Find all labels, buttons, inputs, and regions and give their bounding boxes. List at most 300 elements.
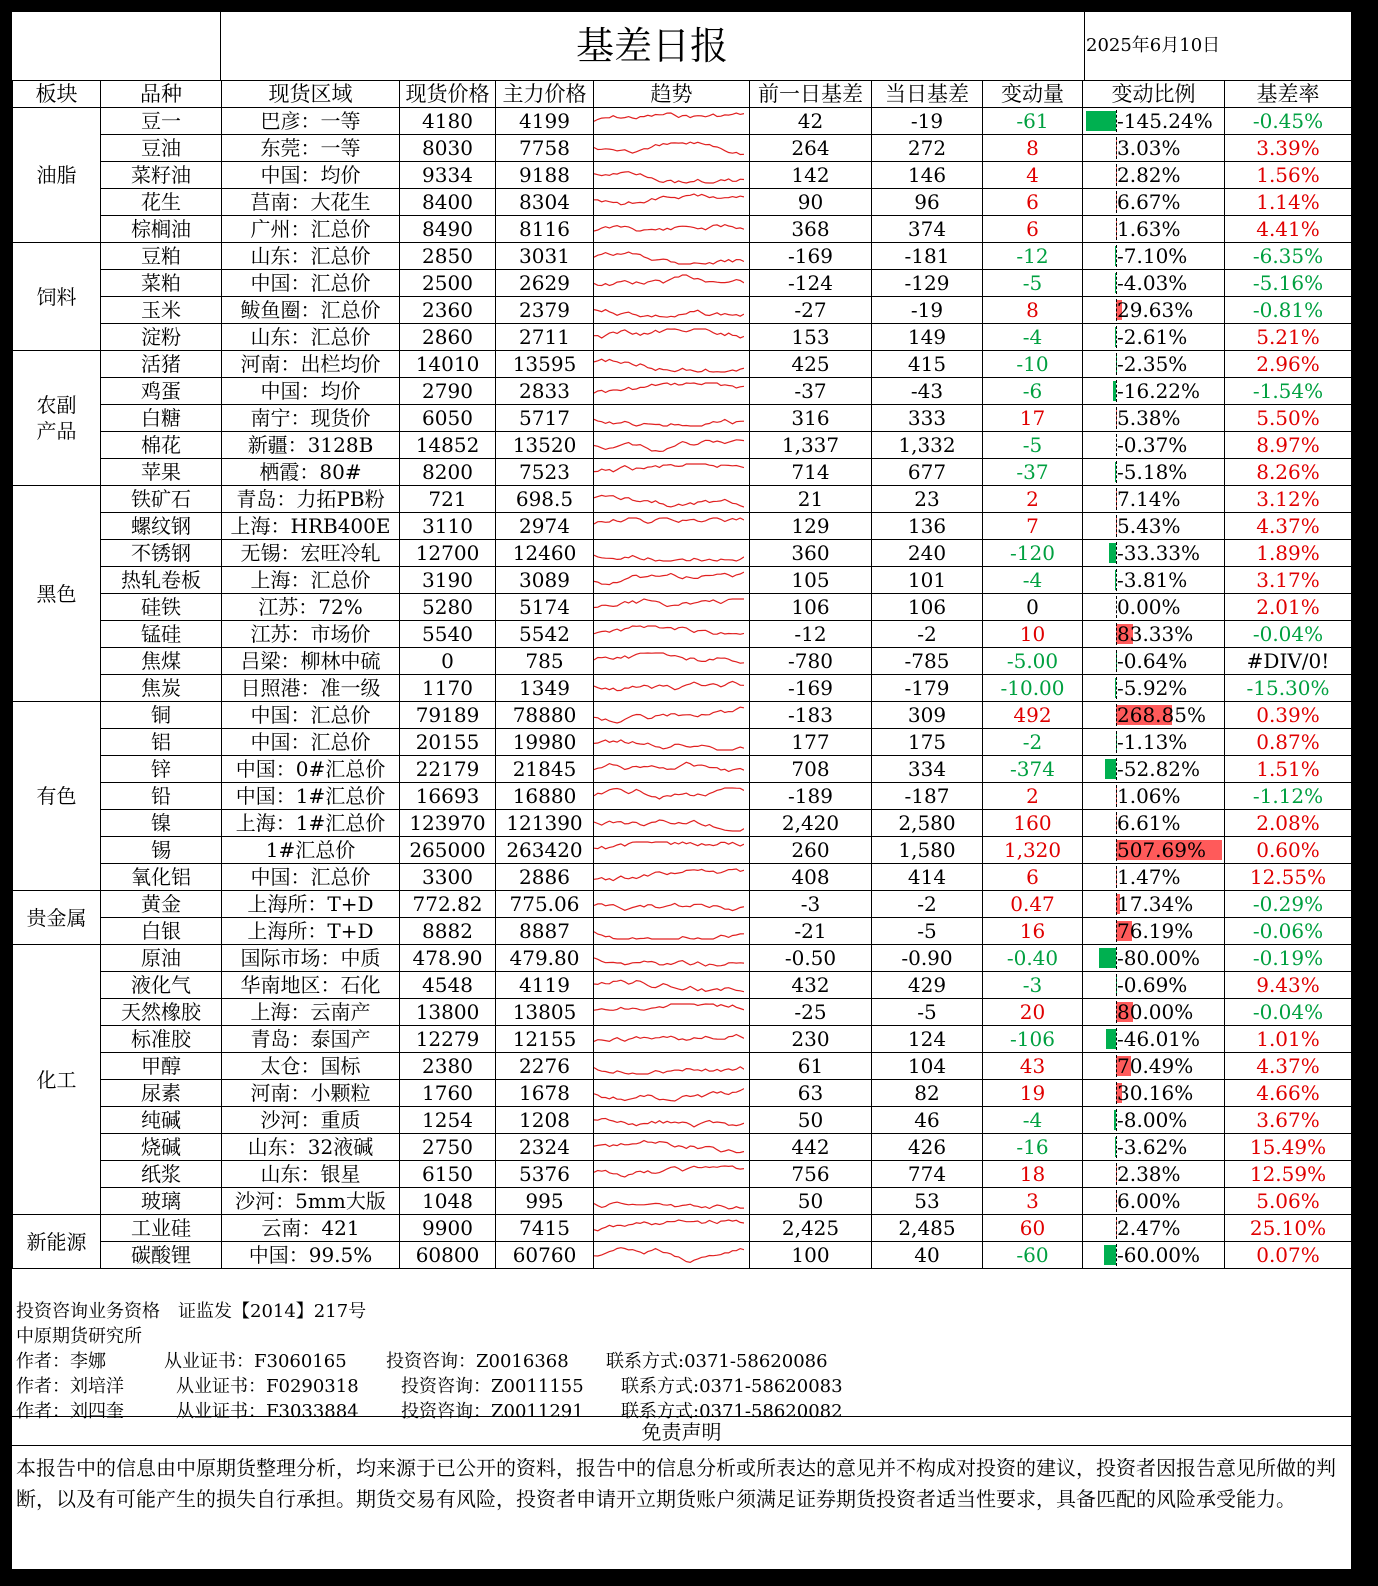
region-cell: 河南：出栏均价 — [222, 351, 400, 378]
main-price-cell: 3089 — [496, 567, 594, 594]
table-row — [13, 270, 1352, 297]
ratio-cell — [1083, 405, 1225, 432]
trend-sparkline — [594, 299, 744, 321]
spot-price-cell: 14010 — [400, 351, 496, 378]
change-cell: 43 — [983, 1053, 1083, 1080]
trend-cell — [594, 513, 750, 540]
trend-cell — [594, 351, 750, 378]
prev-basis-cell: 756 — [750, 1161, 872, 1188]
curr-basis-cell: 104 — [872, 1053, 983, 1080]
ratio-text: -0.64% — [1117, 649, 1188, 673]
table-row — [13, 378, 1352, 405]
ratio-cell — [1083, 324, 1225, 351]
region-cell: 无锡：宏旺冷轧 — [222, 540, 400, 567]
ratio-cell — [1083, 540, 1225, 567]
ratio-cell — [1083, 1161, 1225, 1188]
trend-cell — [594, 540, 750, 567]
author-contact: 联系方式:0371-58620083 — [621, 1376, 843, 1397]
table-row — [13, 108, 1352, 135]
spot-price-cell: 2790 — [400, 378, 496, 405]
ratio-text: 1.47% — [1117, 865, 1181, 889]
change-cell: 0.47 — [983, 891, 1083, 918]
spot-price-cell: 5540 — [400, 621, 496, 648]
category-cell: 油脂 — [13, 108, 101, 243]
spot-price-cell: 9900 — [400, 1215, 496, 1242]
prev-basis-cell: 21 — [750, 486, 872, 513]
main-price-cell: 5174 — [496, 594, 594, 621]
trend-cell — [594, 270, 750, 297]
main-price-cell: 8887 — [496, 918, 594, 945]
ratio-text: 1.06% — [1117, 784, 1181, 808]
basis-rate-cell: 3.12% — [1225, 486, 1352, 513]
prev-basis-cell: 368 — [750, 216, 872, 243]
region-cell: 东莞：一等 — [222, 135, 400, 162]
trend-cell — [594, 999, 750, 1026]
curr-basis-cell: 415 — [872, 351, 983, 378]
spot-price-cell: 79189 — [400, 702, 496, 729]
trend-cell — [594, 459, 750, 486]
trend-sparkline — [594, 218, 744, 240]
spot-price-cell: 9334 — [400, 162, 496, 189]
prev-basis-cell: -37 — [750, 378, 872, 405]
prev-basis-cell: 142 — [750, 162, 872, 189]
curr-basis-cell: 414 — [872, 864, 983, 891]
ratio-cell — [1083, 756, 1225, 783]
prev-basis-cell: 1,337 — [750, 432, 872, 459]
prev-basis-cell: 708 — [750, 756, 872, 783]
main-price-cell: 2833 — [496, 378, 594, 405]
region-cell: 江苏：72% — [222, 594, 400, 621]
header-cell: 变动比例 — [1083, 81, 1225, 108]
ratio-cell — [1083, 513, 1225, 540]
basis-rate-cell: -0.29% — [1225, 891, 1352, 918]
curr-basis-cell: -5 — [872, 918, 983, 945]
region-cell: 中国：均价 — [222, 162, 400, 189]
trend-sparkline — [594, 272, 744, 294]
trend-sparkline — [594, 947, 744, 969]
table-row — [13, 945, 1352, 972]
variety-cell: 锰硅 — [101, 621, 222, 648]
footer — [12, 1299, 1351, 1424]
main-price-cell: 698.5 — [496, 486, 594, 513]
ratio-bar — [1105, 759, 1116, 779]
author-consult: 投资咨询：Z0016368 — [386, 1351, 569, 1372]
curr-basis-cell: 175 — [872, 729, 983, 756]
ratio-text: -0.37% — [1117, 433, 1188, 457]
spot-price-cell: 3110 — [400, 513, 496, 540]
variety-cell: 棕榈油 — [101, 216, 222, 243]
variety-cell: 不锈钢 — [101, 540, 222, 567]
trend-cell — [594, 1188, 750, 1215]
basis-rate-cell: -5.16% — [1225, 270, 1352, 297]
basis-rate-cell: 3.67% — [1225, 1107, 1352, 1134]
change-cell: 17 — [983, 405, 1083, 432]
variety-cell: 菜粕 — [101, 270, 222, 297]
table-row — [13, 1107, 1352, 1134]
region-cell: 沙河：5mm大版 — [222, 1188, 400, 1215]
author-line — [12, 1349, 1351, 1374]
spot-price-cell: 8030 — [400, 135, 496, 162]
variety-cell: 焦炭 — [101, 675, 222, 702]
prev-basis-cell: 42 — [750, 108, 872, 135]
table-row — [13, 729, 1352, 756]
region-cell: 上海所：T+D — [222, 918, 400, 945]
trend-cell — [594, 810, 750, 837]
curr-basis-cell: -19 — [872, 297, 983, 324]
ratio-text: 6.61% — [1117, 811, 1181, 835]
spot-price-cell: 12700 — [400, 540, 496, 567]
spot-price-cell: 4548 — [400, 972, 496, 999]
basis-rate-cell: 4.66% — [1225, 1080, 1352, 1107]
table-row — [13, 972, 1352, 999]
ratio-cell — [1083, 675, 1225, 702]
spot-price-cell: 4180 — [400, 108, 496, 135]
region-cell: 巴彦：一等 — [222, 108, 400, 135]
curr-basis-cell: -19 — [872, 108, 983, 135]
main-price-cell: 78880 — [496, 702, 594, 729]
basis-rate-cell: -0.04% — [1225, 621, 1352, 648]
change-cell: 2 — [983, 783, 1083, 810]
trend-sparkline — [594, 1217, 744, 1239]
basis-rate-cell: -15.30% — [1225, 675, 1352, 702]
trend-cell — [594, 1053, 750, 1080]
author-cert: 从业证书：F3033884 — [176, 1401, 359, 1422]
ratio-cell — [1083, 972, 1225, 999]
main-price-cell: 2324 — [496, 1134, 594, 1161]
header-cell: 主力价格 — [496, 81, 594, 108]
curr-basis-cell: 2,485 — [872, 1215, 983, 1242]
spot-price-cell: 1760 — [400, 1080, 496, 1107]
table-row — [13, 1053, 1352, 1080]
ratio-text: 80.00% — [1117, 1000, 1194, 1024]
trend-sparkline — [594, 1082, 744, 1104]
table-row — [13, 648, 1352, 675]
basis-rate-cell: -0.06% — [1225, 918, 1352, 945]
change-cell: 8 — [983, 297, 1083, 324]
region-cell: 新疆：3128B — [222, 432, 400, 459]
curr-basis-cell: 240 — [872, 540, 983, 567]
change-cell: 3 — [983, 1188, 1083, 1215]
table-header-row — [13, 81, 1352, 108]
change-cell: 1,320 — [983, 837, 1083, 864]
region-cell: 上海：云南产 — [222, 999, 400, 1026]
trend-cell — [594, 756, 750, 783]
prev-basis-cell: 230 — [750, 1026, 872, 1053]
trend-cell — [594, 432, 750, 459]
ratio-text: 7.14% — [1117, 487, 1181, 511]
main-price-cell: 7523 — [496, 459, 594, 486]
ratio-cell — [1083, 486, 1225, 513]
trend-cell — [594, 1080, 750, 1107]
ratio-cell — [1083, 567, 1225, 594]
author-name: 作者：刘四奎 — [16, 1401, 124, 1422]
basis-rate-cell: 0.07% — [1225, 1242, 1352, 1269]
change-cell: -4 — [983, 324, 1083, 351]
basis-rate-cell: 12.59% — [1225, 1161, 1352, 1188]
basis-rate-cell: -1.54% — [1225, 378, 1352, 405]
main-price-cell: 2711 — [496, 324, 594, 351]
region-cell: 中国：汇总价 — [222, 729, 400, 756]
variety-cell: 甲醇 — [101, 1053, 222, 1080]
author-consult: 投资咨询：Z0011155 — [401, 1376, 584, 1397]
ratio-cell — [1083, 837, 1225, 864]
ratio-text: -5.92% — [1117, 676, 1188, 700]
prev-basis-cell: 260 — [750, 837, 872, 864]
table-row — [13, 297, 1352, 324]
spot-price-cell: 1170 — [400, 675, 496, 702]
main-price-cell: 9188 — [496, 162, 594, 189]
trend-cell — [594, 783, 750, 810]
table-row — [13, 486, 1352, 513]
ratio-text: 6.00% — [1117, 1189, 1181, 1213]
prev-basis-cell: 432 — [750, 972, 872, 999]
region-cell: 太仓：国标 — [222, 1053, 400, 1080]
trend-cell — [594, 594, 750, 621]
prev-basis-cell: 408 — [750, 864, 872, 891]
prev-basis-cell: -169 — [750, 675, 872, 702]
variety-cell: 棉花 — [101, 432, 222, 459]
region-cell: 栖霞：80# — [222, 459, 400, 486]
change-cell: 10 — [983, 621, 1083, 648]
trend-cell — [594, 324, 750, 351]
basis-rate-cell: 12.55% — [1225, 864, 1352, 891]
table-row — [13, 783, 1352, 810]
variety-cell: 花生 — [101, 189, 222, 216]
ratio-text: -2.35% — [1117, 352, 1188, 376]
author-contact: 联系方式:0371-58620086 — [606, 1351, 828, 1372]
ratio-cell — [1083, 783, 1225, 810]
trend-sparkline — [594, 731, 744, 753]
prev-basis-cell: 90 — [750, 189, 872, 216]
variety-cell: 活猪 — [101, 351, 222, 378]
trend-sparkline — [594, 191, 744, 213]
ratio-cell — [1083, 1242, 1225, 1269]
prev-basis-cell: -780 — [750, 648, 872, 675]
header-cell: 基差率 — [1225, 81, 1352, 108]
spot-price-cell: 265000 — [400, 837, 496, 864]
header-cell: 板块 — [13, 81, 101, 108]
ratio-bar — [1086, 111, 1116, 131]
variety-cell: 镍 — [101, 810, 222, 837]
table-row — [13, 1188, 1352, 1215]
spot-price-cell: 60800 — [400, 1242, 496, 1269]
variety-cell: 菜籽油 — [101, 162, 222, 189]
region-cell: 莒南：大花生 — [222, 189, 400, 216]
main-price-cell: 1208 — [496, 1107, 594, 1134]
table-row — [13, 351, 1352, 378]
spot-price-cell: 13800 — [400, 999, 496, 1026]
variety-cell: 硅铁 — [101, 594, 222, 621]
ratio-text: 0.00% — [1117, 595, 1181, 619]
spot-price-cell: 5280 — [400, 594, 496, 621]
curr-basis-cell: 101 — [872, 567, 983, 594]
ratio-bar — [1104, 1245, 1116, 1265]
ratio-text: -8.00% — [1117, 1108, 1188, 1132]
change-cell: -12 — [983, 243, 1083, 270]
basis-rate-cell: 1.01% — [1225, 1026, 1352, 1053]
main-price-cell: 13520 — [496, 432, 594, 459]
change-cell: -37 — [983, 459, 1083, 486]
table-row — [13, 1026, 1352, 1053]
variety-cell: 豆一 — [101, 108, 222, 135]
basis-rate-cell: 1.89% — [1225, 540, 1352, 567]
spot-price-cell: 0 — [400, 648, 496, 675]
prev-basis-cell: 105 — [750, 567, 872, 594]
spot-price-cell: 2750 — [400, 1134, 496, 1161]
region-cell: 广州：汇总价 — [222, 216, 400, 243]
change-cell: 6 — [983, 189, 1083, 216]
curr-basis-cell: 1,332 — [872, 432, 983, 459]
header-cell: 前一日基差 — [750, 81, 872, 108]
category-cell: 有色 — [13, 702, 101, 891]
change-cell: 6 — [983, 864, 1083, 891]
ratio-bar — [1109, 543, 1116, 563]
ratio-text: 5.43% — [1117, 514, 1181, 538]
ratio-bar — [1099, 948, 1116, 968]
header-cell: 现货价格 — [400, 81, 496, 108]
trend-sparkline — [594, 407, 744, 429]
change-cell: 19 — [983, 1080, 1083, 1107]
ratio-text: 268.85% — [1117, 703, 1206, 727]
main-price-cell: 5376 — [496, 1161, 594, 1188]
region-cell: 上海所：T+D — [222, 891, 400, 918]
trend-cell — [594, 1242, 750, 1269]
basis-table — [12, 80, 1352, 1269]
category-cell: 化工 — [13, 945, 101, 1215]
prev-basis-cell: 63 — [750, 1080, 872, 1107]
main-price-cell: 4119 — [496, 972, 594, 999]
basis-rate-cell: 4.41% — [1225, 216, 1352, 243]
trend-sparkline — [594, 1001, 744, 1023]
title-area — [12, 12, 1351, 80]
trend-sparkline — [594, 245, 744, 267]
change-cell: 18 — [983, 1161, 1083, 1188]
category-cell: 贵金属 — [13, 891, 101, 945]
variety-cell: 标准胶 — [101, 1026, 222, 1053]
trend-cell — [594, 1161, 750, 1188]
curr-basis-cell: -2 — [872, 621, 983, 648]
ratio-text: -7.10% — [1117, 244, 1188, 268]
spot-price-cell: 16693 — [400, 783, 496, 810]
spot-price-cell: 478.90 — [400, 945, 496, 972]
trend-sparkline — [594, 569, 744, 591]
main-price-cell: 13805 — [496, 999, 594, 1026]
table-row — [13, 1080, 1352, 1107]
region-cell: 上海：1#汇总价 — [222, 810, 400, 837]
ratio-cell — [1083, 135, 1225, 162]
ratio-text: -1.13% — [1117, 730, 1188, 754]
table-row — [13, 594, 1352, 621]
ratio-text: 507.69% — [1117, 838, 1206, 862]
ratio-text: -3.62% — [1117, 1135, 1188, 1159]
prev-basis-cell: 360 — [750, 540, 872, 567]
trend-sparkline — [594, 893, 744, 915]
ratio-cell — [1083, 1188, 1225, 1215]
trend-sparkline — [594, 515, 744, 537]
curr-basis-cell: 23 — [872, 486, 983, 513]
region-cell: 云南：421 — [222, 1215, 400, 1242]
curr-basis-cell: -179 — [872, 675, 983, 702]
change-cell: -61 — [983, 108, 1083, 135]
main-price-cell: 1678 — [496, 1080, 594, 1107]
ratio-text: -80.00% — [1117, 946, 1201, 970]
disclaimer-text: 本报告中的信息由中原期货整理分析，均来源于已公开的资料，报告中的信息分析或所表达的意见并不构成对投资的建议，投资者因报告意见所做的判断，以及有可能产生的损失自行承担。期货交易有风险，投资者申请开立期货账户须满足证券期货投资者适当性要求，具备匹配的风险承受能力。 — [16, 1456, 1336, 1511]
region-cell: 中国：汇总价 — [222, 864, 400, 891]
ratio-cell — [1083, 1080, 1225, 1107]
author-name: 作者：李娜 — [16, 1351, 106, 1372]
basis-rate-cell: 1.51% — [1225, 756, 1352, 783]
main-price-cell: 5717 — [496, 405, 594, 432]
spot-price-cell: 3190 — [400, 567, 496, 594]
category-cell: 饲料 — [13, 243, 101, 351]
prev-basis-cell: 50 — [750, 1188, 872, 1215]
basis-rate-cell: 1.56% — [1225, 162, 1352, 189]
basis-rate-cell: -0.81% — [1225, 297, 1352, 324]
trend-cell — [594, 108, 750, 135]
trend-sparkline — [594, 974, 744, 996]
region-cell: 中国：汇总价 — [222, 702, 400, 729]
variety-cell: 淀粉 — [101, 324, 222, 351]
variety-cell: 锡 — [101, 837, 222, 864]
trend-sparkline — [594, 353, 744, 375]
author-line — [12, 1374, 1351, 1399]
main-price-cell: 995 — [496, 1188, 594, 1215]
region-cell: 山东：32液碱 — [222, 1134, 400, 1161]
variety-cell: 豆油 — [101, 135, 222, 162]
trend-cell — [594, 216, 750, 243]
trend-sparkline — [594, 1190, 744, 1212]
ratio-text: 83.33% — [1117, 622, 1194, 646]
trend-sparkline — [594, 1055, 744, 1077]
ratio-cell — [1083, 999, 1225, 1026]
trend-sparkline — [594, 1028, 744, 1050]
basis-rate-cell: 5.21% — [1225, 324, 1352, 351]
table-row — [13, 432, 1352, 459]
main-price-cell: 60760 — [496, 1242, 594, 1269]
change-cell: 16 — [983, 918, 1083, 945]
authors-list — [12, 1349, 1351, 1424]
table-row — [13, 567, 1352, 594]
report-date: 2025年6月10日 — [1086, 35, 1221, 56]
trend-sparkline — [594, 434, 744, 456]
trend-cell — [594, 1134, 750, 1161]
header-cell: 品种 — [101, 81, 222, 108]
ratio-cell — [1083, 189, 1225, 216]
header-cell: 变动量 — [983, 81, 1083, 108]
table-row — [13, 756, 1352, 783]
region-cell: 鲅鱼圈：汇总价 — [222, 297, 400, 324]
trend-sparkline — [594, 110, 744, 132]
spot-price-cell: 3300 — [400, 864, 496, 891]
prev-basis-cell: 106 — [750, 594, 872, 621]
table-row — [13, 189, 1352, 216]
table-row — [13, 1134, 1352, 1161]
trend-sparkline — [594, 839, 744, 861]
basis-rate-cell: -1.12% — [1225, 783, 1352, 810]
ratio-cell — [1083, 648, 1225, 675]
main-price-cell: 4199 — [496, 108, 594, 135]
main-price-cell: 8116 — [496, 216, 594, 243]
trend-cell — [594, 864, 750, 891]
table-row — [13, 162, 1352, 189]
ratio-cell — [1083, 810, 1225, 837]
trend-cell — [594, 891, 750, 918]
region-cell: 河南：小颗粒 — [222, 1080, 400, 1107]
curr-basis-cell: 53 — [872, 1188, 983, 1215]
trend-cell — [594, 972, 750, 999]
basis-rate-cell: 2.01% — [1225, 594, 1352, 621]
spot-price-cell: 6050 — [400, 405, 496, 432]
